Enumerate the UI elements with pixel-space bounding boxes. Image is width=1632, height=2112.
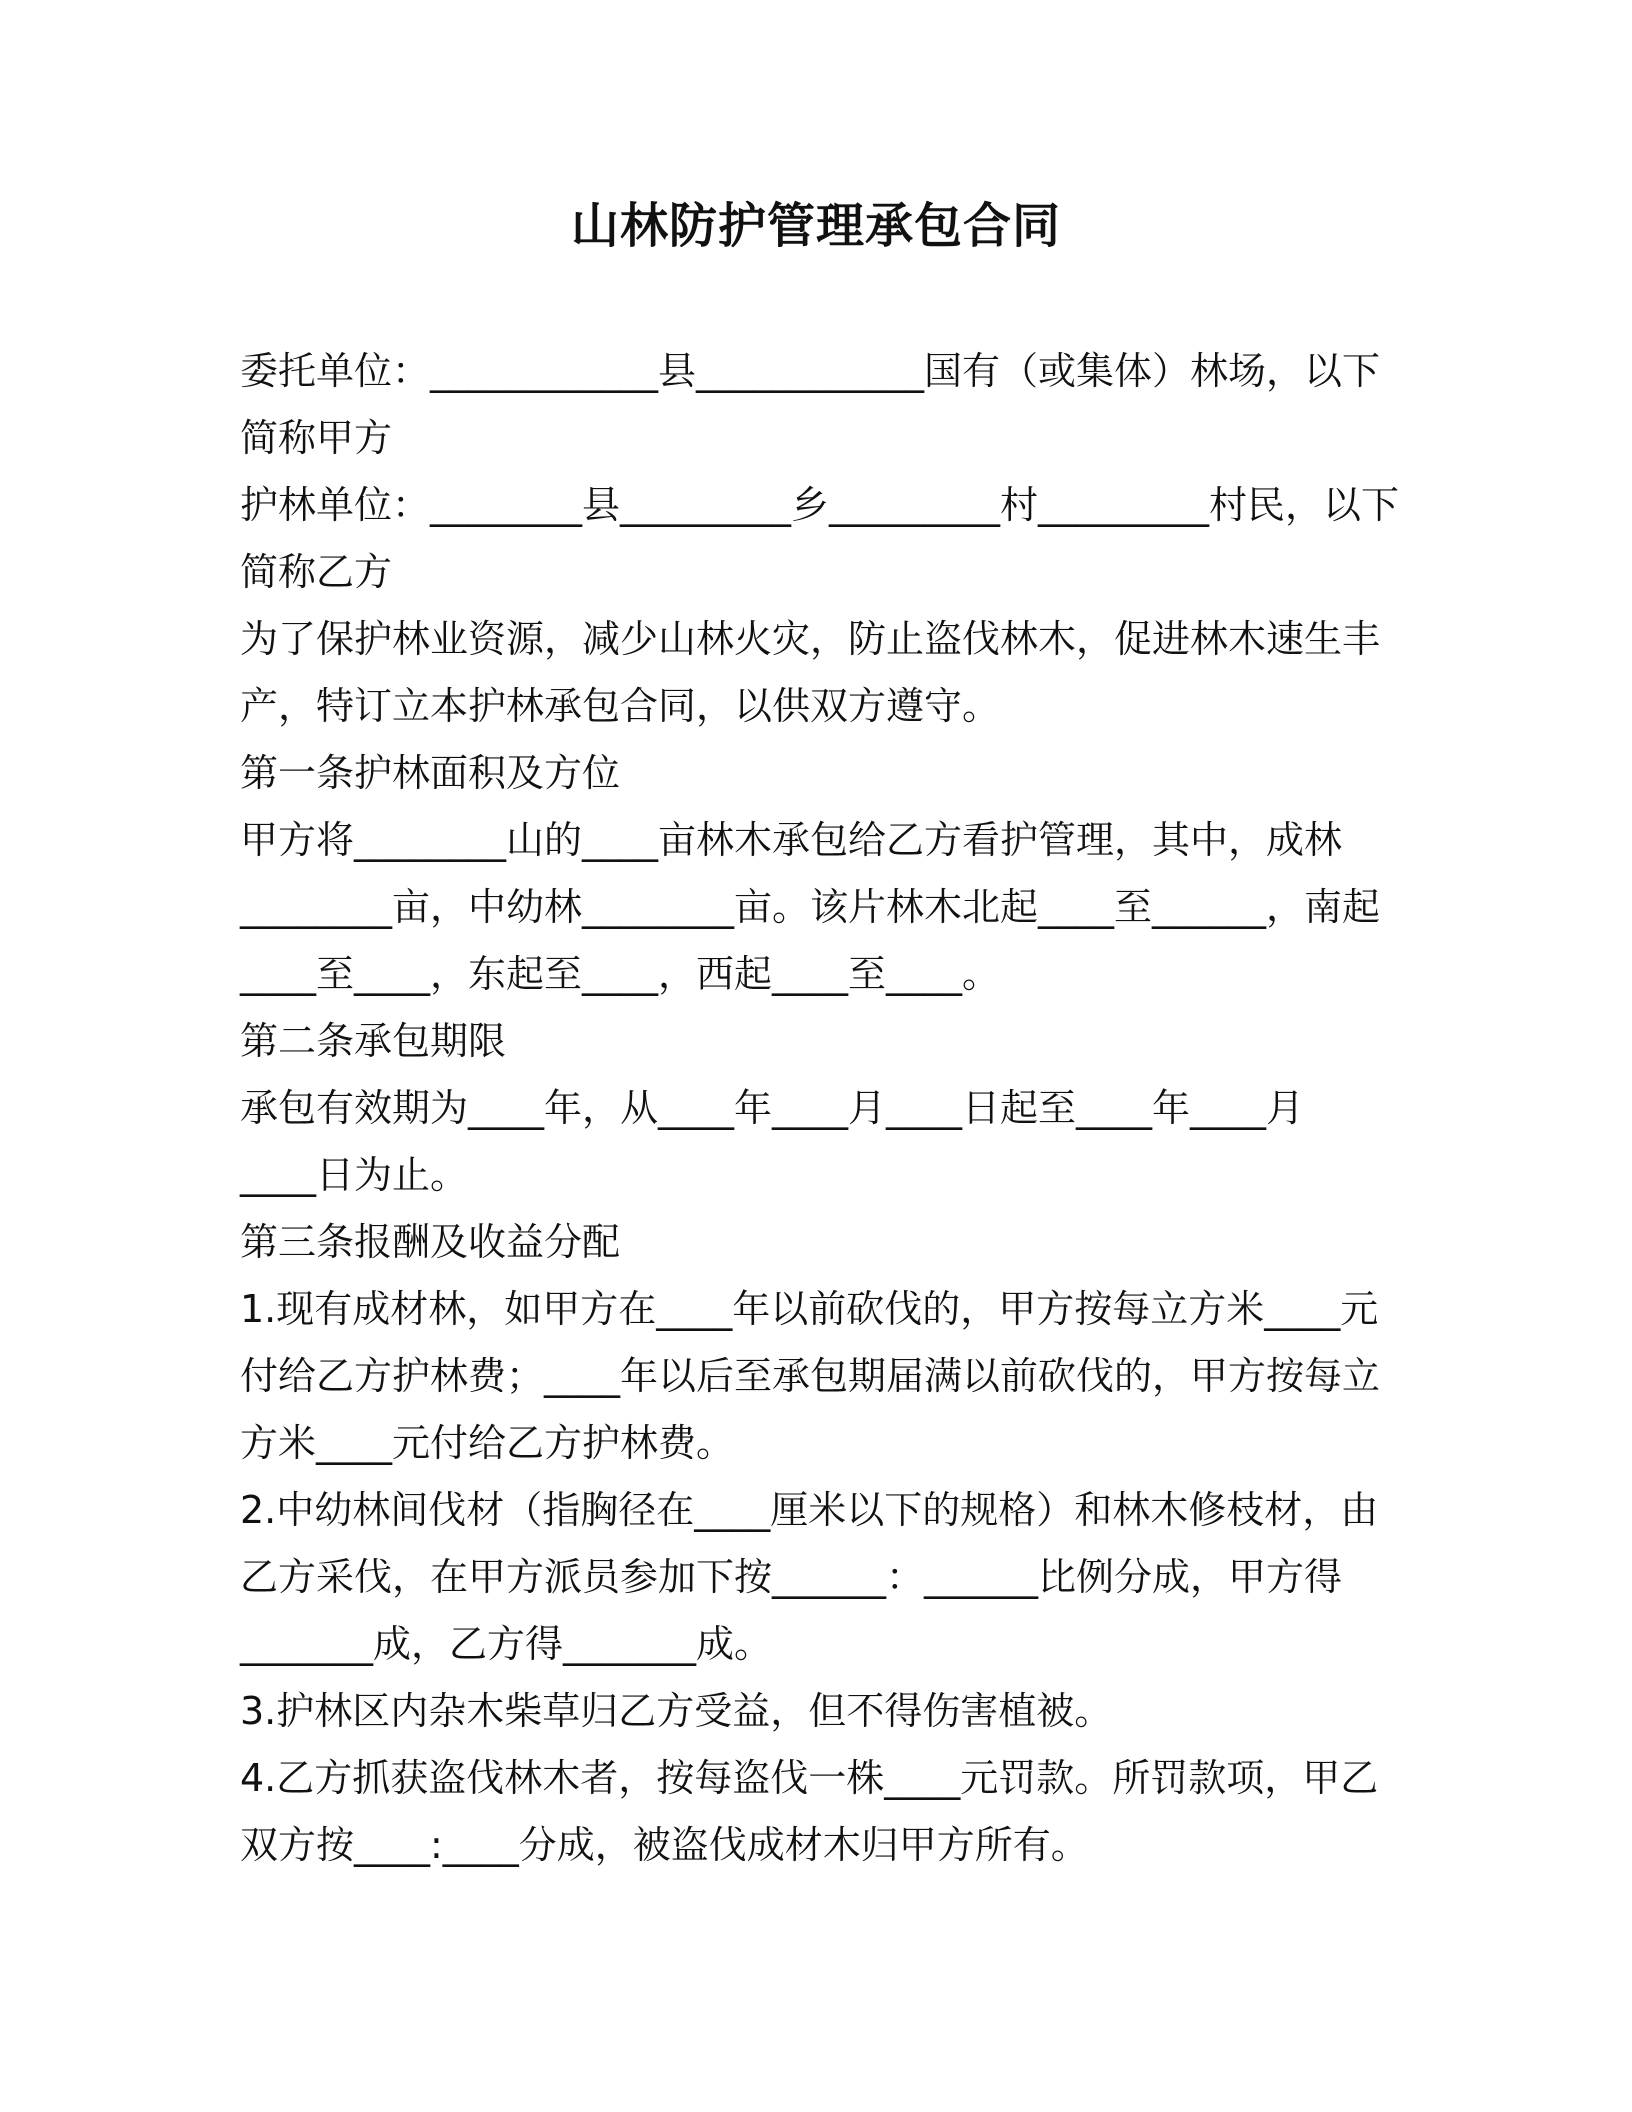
section-heading-article-2: 第二条承包期限 bbox=[240, 1019, 507, 1063]
text-line-clause-2-b: 乙方采伐，在甲方派员参加下按______：______比例分成，甲方得 bbox=[240, 1555, 1343, 1599]
text-line-party-a-2: 简称甲方 bbox=[240, 416, 393, 460]
text-line-clause-1-a: 1.现有成材林，如甲方在____年以前砍伐的，甲方按每立方米____元 bbox=[240, 1287, 1379, 1331]
section-heading-article-1: 第一条护林面积及方位 bbox=[240, 751, 621, 795]
text-line-party-b-1: 护林单位：________县_________乡_________村_________村民，以下 bbox=[240, 483, 1400, 527]
text-line-party-a-1: 委托单位：____________县____________国有（或集体）林场，以下 bbox=[240, 349, 1381, 393]
document-body bbox=[240, 338, 1400, 1879]
text-line-purpose-2: 产，特订立本护林承包合同，以供双方遵守。 bbox=[240, 684, 1001, 728]
text-line-article-1-a: 甲方将________山的____亩林木承包给乙方看护管理，其中，成林 bbox=[240, 818, 1343, 862]
text-line-article-2-b: ____日为止。 bbox=[240, 1153, 469, 1197]
text-line-clause-1-c: 方米____元付给乙方护林费。 bbox=[240, 1421, 735, 1465]
text-line-clause-2-c: _______成，乙方得_______成。 bbox=[240, 1622, 773, 1666]
text-line-purpose-1: 为了保护林业资源，减少山林火灾，防止盗伐林木，促进林木速生丰 bbox=[240, 617, 1381, 661]
text-line-clause-4-b: 双方按____:____分成，被盗伐成材木归甲方所有。 bbox=[240, 1823, 1089, 1867]
text-line-party-b-2: 简称乙方 bbox=[240, 550, 393, 594]
text-line-article-1-c: ____至____，东起至____，西起____至____。 bbox=[240, 952, 1001, 996]
text-line-clause-1-b: 付给乙方护林费；____年以后至承包期届满以前砍伐的，甲方按每立 bbox=[240, 1354, 1381, 1398]
document-title: 山林防护管理承包合同 bbox=[570, 198, 1061, 254]
text-line-clause-4-a: 4.乙方抓获盗伐林木者，按每盗伐一株____元罚款。所罚款项，甲乙 bbox=[240, 1756, 1379, 1800]
text-line-clause-3: 3.护林区内杂木柴草归乙方受益，但不得伤害植被。 bbox=[240, 1689, 1113, 1733]
section-heading-article-3: 第三条报酬及收益分配 bbox=[240, 1220, 621, 1264]
text-line-clause-2-a: 2.中幼林间伐材（指胸径在____厘米以下的规格）和林木修枝材，由 bbox=[240, 1488, 1379, 1532]
text-line-article-1-b: ________亩，中幼林________亩。该片林木北起____至______，南起 bbox=[240, 885, 1381, 929]
text-line-article-2-a: 承包有效期为____年，从____年____月____日起至____年____月 bbox=[240, 1086, 1305, 1130]
